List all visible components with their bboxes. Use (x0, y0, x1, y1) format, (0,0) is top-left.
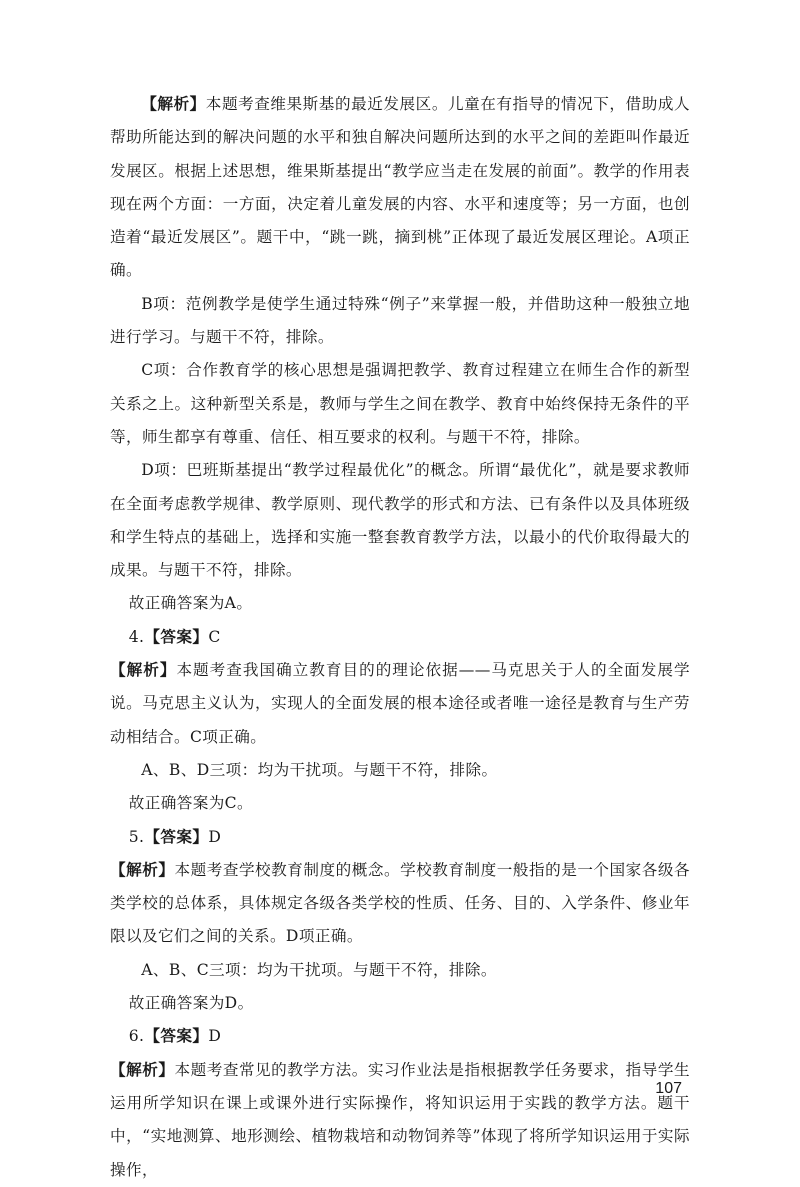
q5-conclusion: 故正确答案为D。 (128, 994, 254, 1013)
analysis-label: 【解析】 (141, 95, 206, 113)
analysis-label: 【解析】 (110, 860, 175, 879)
page-content (110, 88, 690, 1187)
page-number: 107 (655, 1080, 682, 1097)
q4-conclusion: 故正确答案为C。 (128, 794, 254, 813)
q6-analysis: 【解析】本题考查常见的教学方法。实习作业法是指根据教学任务要求，指导学生运用所学知识在课上或课外进行实际操作，将知识运用于实践的教学方法。题干中，“实地测算、地形测绘、植物栽培和动物饲养等”体现了将所学知识运用于实际操作， (110, 1060, 690, 1179)
analysis-label: 【解析】 (110, 1060, 175, 1079)
q6-answer: 6.【答案】D (128, 1027, 222, 1046)
q4-answer: 4.【答案】C (128, 627, 221, 646)
answer-label: 【答案】 (144, 827, 209, 846)
answer-label: 【答案】 (144, 1027, 209, 1046)
answer-label: 【答案】 (144, 627, 209, 646)
analysis-label: 【解析】 (110, 661, 177, 680)
q5-answer: 5.【答案】D (128, 827, 222, 846)
q4-distractors: A、B、D三项：均为干扰项。与题干不符，排除。 (141, 760, 498, 779)
q3-option-b: B项：范例教学是使学生通过特殊“例子”来掌握一般，并借助这种一般独立地进行学习。与题干不符，排除。 (110, 294, 690, 347)
q4-analysis: 【解析】本题考查我国确立教育目的的理论依据——马克思关于人的全面发展学说。马克思主义认为，实现人的全面发展的根本途径或者唯一途径是教育与生产劳动相结合。C项正确。 (110, 661, 690, 746)
q5-distractors: A、B、C三项：均为干扰项。与题干不符，排除。 (141, 960, 497, 979)
q3-analysis: 【解析】本题考查维果斯基的最近发展区。儿童在有指导的情况下，借助成人帮助所能达到的解决问题的水平和独自解决问题所达到的水平之间的差距叫作最近发展区。根据上述思想，维果斯基提出“教学应当走在发展的前面”。教学的作用表现在两个方面：一方面，决定着儿童发展的内容、水平和速度等；另一方面，也创造着“最近发展区”。题干中，“跳一跳，摘到桃”正体现了最近发展区理论。A项正确。 (110, 95, 690, 280)
q3-option-c: C项：合作教育学的核心思想是强调把教学、教育过程建立在师生合作的新型关系之上。这种新型关系是，教师与学生之间在教学、教育中始终保持无条件的平等，师生都享有尊重、信任、相互要求的权利。与题干不符，排除。 (110, 361, 690, 446)
q5-analysis: 【解析】本题考查学校教育制度的概念。学校教育制度一般指的是一个国家各级各类学校的总体系，具体规定各级各类学校的性质、任务、目的、入学条件、修业年限以及它们之间的关系。D项正确。 (110, 860, 690, 946)
q3-conclusion: 故正确答案为A。 (128, 594, 253, 613)
q3-option-d: D项：巴班斯基提出“教学过程最优化”的概念。所谓“最优化”，就是要求教师在全面考虑教学规律、教学原则、现代教学的形式和方法、已有条件以及具体班级和学生特点的基础上，选择和实施一整套教育教学方法，以最小的代价取得最大的成果。与题干不符，排除。 (110, 461, 690, 580)
